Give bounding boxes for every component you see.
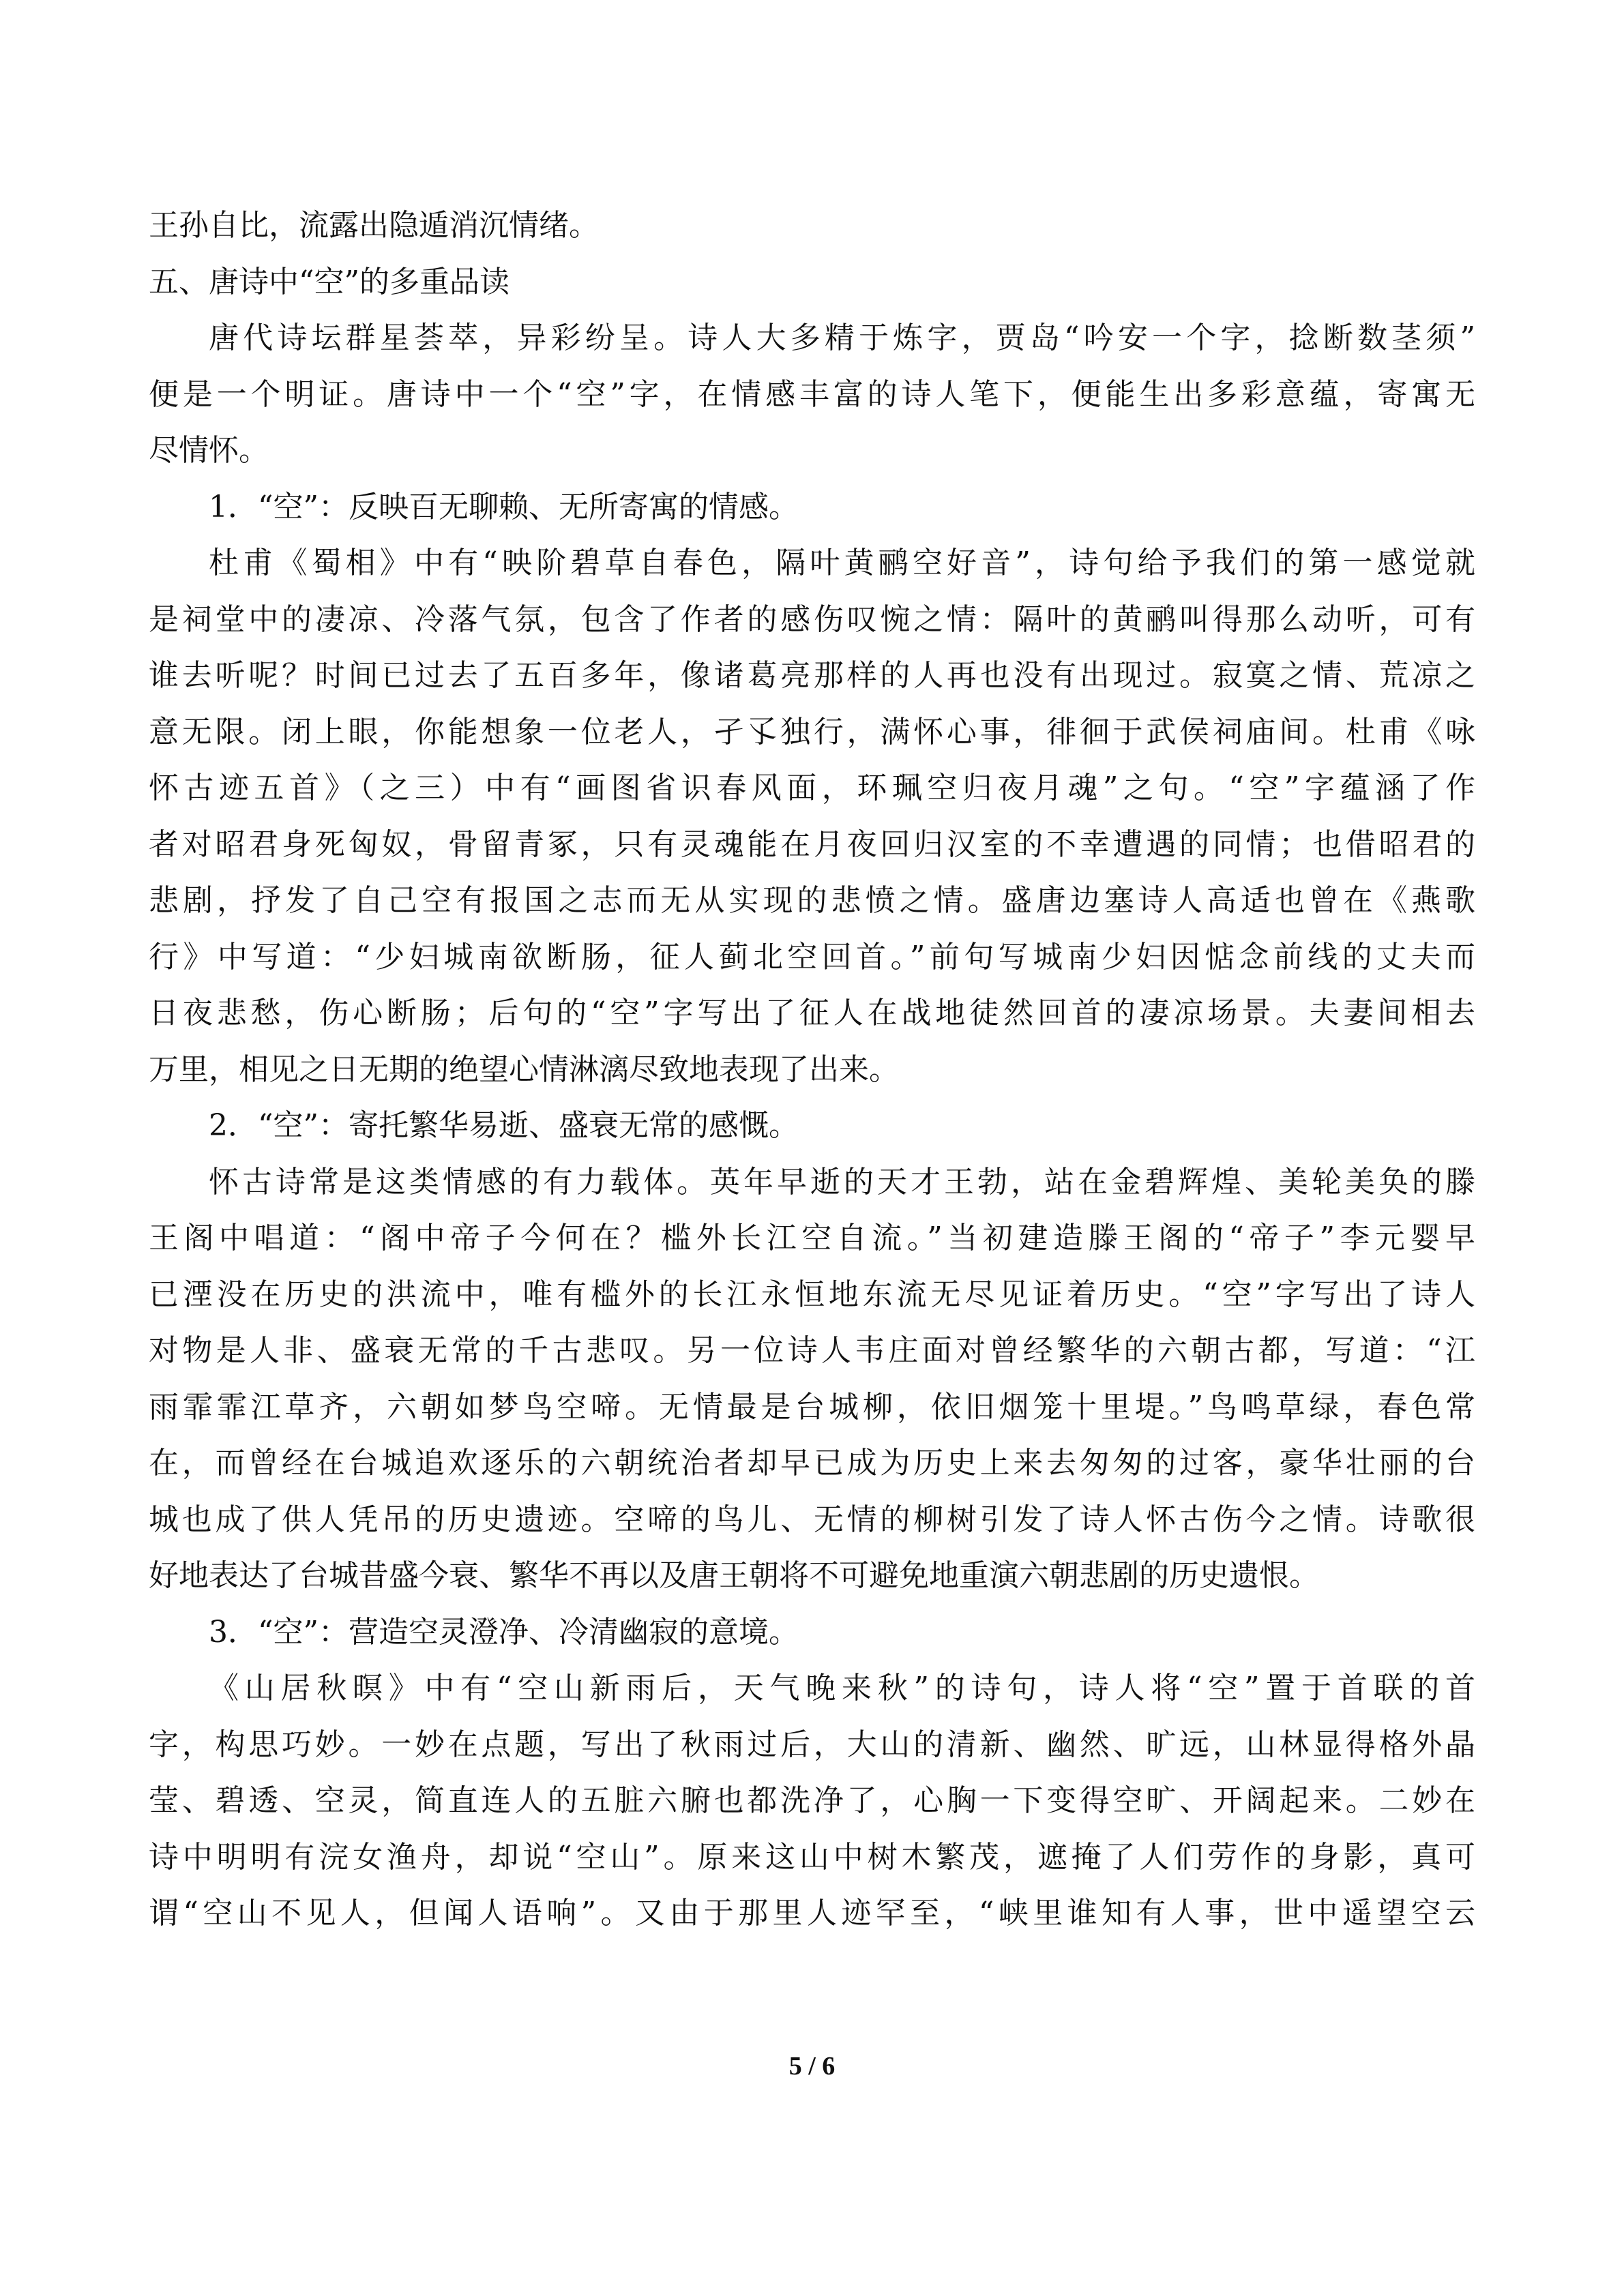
text-line: 已湮没在历史的洪流中，唯有槛外的长江永恒地东流无尽见证着历史。“空”字写出了诗人 [149, 1277, 1475, 1312]
text-line: 是祠堂中的凄凉、冷落气氛，包含了作者的感伤叹惋之情：隔叶的黄鹂叫得那么动听，可有 [149, 601, 1475, 637]
text-line: 杜甫《蜀相》中有“映阶碧草自春色，隔叶黄鹂空好音”，诗句给予我们的第一感觉就 [209, 546, 1475, 580]
text-line: 谓“空山不见人，但闻人语响”。又由于那里人迹罕至，“峡里谁知有人事，世中遥望空云 [149, 1896, 1475, 1930]
text-line: 怀古诗常是这类情感的有力载体。英年早逝的天才王勃，站在金碧辉煌、美轮美奂的滕 [209, 1164, 1475, 1199]
text-line: 五、唐诗中“空”的多重品读 [149, 264, 510, 299]
text-line: 唐代诗坛群星荟萃，异彩纷呈。诗人大多精于炼字，贾岛“吟安一个字，捻断数茎须” [209, 320, 1475, 355]
text-line: 诗中明明有浣女渔舟，却说“空山”。原来这山中树木繁茂，遮掩了人们劳作的身影，真可 [149, 1839, 1475, 1875]
text-line: 莹、碧透、空灵，简直连人的五脏六腑也都洗净了，心胸一下变得空旷、开阔起来。二妙在 [149, 1783, 1475, 1818]
text-line: 者对昭君身死匈奴，骨留青冢，只有灵魂能在月夜回归汉室的不幸遭遇的同情；也借昭君的 [149, 826, 1475, 862]
text-line: 好地表达了台城昔盛今衰、繁华不再以及唐王朝将不可避免地重演六朝悲剧的历史遗恨。 [149, 1558, 1319, 1593]
text-line: 对物是人非、盛衰无常的千古悲叹。另一位诗人韦庄面对曾经繁华的六朝古都，写道：“江 [149, 1333, 1475, 1368]
text-line: 2．“空”：寄托繁华易逝、盛衰无常的感慨。 [209, 1108, 799, 1143]
text-line: 雨霏霏江草齐，六朝如梦鸟空啼。无情最是台城柳，依旧烟笼十里堤。”鸟鸣草绿，春色常 [149, 1389, 1475, 1425]
page-number: 5 / 6 [788, 2052, 836, 2081]
text-line: 1．“空”：反映百无聊赖、无所寄寓的情感。 [209, 489, 799, 524]
text-line: 尽情怀。 [149, 433, 269, 468]
text-line: 3．“空”：营造空灵澄净、冷清幽寂的意境。 [209, 1614, 799, 1650]
text-line: 悲剧，抒发了自己空有报国之志而无从实现的悲愤之情。盛唐边塞诗人高适也曾在《燕歌 [149, 883, 1475, 918]
text-line: 日夜悲愁，伤心断肠；后句的“空”字写出了征人在战地徒然回首的凄凉场景。夫妻间相去 [149, 996, 1475, 1030]
text-line: 王阁中唱道：“阁中帝子今何在？槛外长江空自流。”当初建造滕王阁的“帝子”李元婴早 [149, 1221, 1475, 1255]
text-line: 意无限。闭上眼，你能想象一位老人，孑孓独行，满怀心事，徘徊于武侯祠庙间。杜甫《咏 [149, 714, 1475, 749]
text-line: 在，而曾经在台城追欢逐乐的六朝统治者却早已成为历史上来去匆匆的过客，豪华壮丽的台 [149, 1446, 1475, 1480]
text-line: 《山居秋暝》中有“空山新雨后，天气晚来秋”的诗句，诗人将“空”置于首联的首 [209, 1671, 1475, 1705]
text-line: 城也成了供人凭吊的历史遗迹。空啼的鸟儿、无情的柳树引发了诗人怀古伤今之情。诗歌很 [149, 1502, 1475, 1537]
text-line: 行》中写道：“少妇城南欲断肠，征人蓟北空回首。”前句写城南少妇因惦念前线的丈夫而 [149, 939, 1475, 974]
document-body [149, 198, 1475, 1942]
text-line: 便是一个明证。唐诗中一个“空”字，在情感丰富的诗人笔下，便能生出多彩意蕴，寄寓无 [149, 376, 1475, 412]
text-line: 怀古迹五首》（之三）中有“画图省识春风面，环珮空归夜月魂”之句。“空”字蕴涵了作 [149, 771, 1475, 805]
text-line: 谁去听呢？时间已过去了五百多年，像诸葛亮那样的人再也没有出现过。寂寞之情、荒凉之 [149, 658, 1475, 693]
text-line: 王孙自比，流露出隐遁消沉情绪。 [149, 208, 599, 243]
text-line: 字，构思巧妙。一妙在点题，写出了秋雨过后，大山的清新、幽然、旷远，山林显得格外晶 [149, 1727, 1475, 1762]
text-line: 万里，相见之日无期的绝望心情淋漓尽致地表现了出来。 [149, 1052, 899, 1087]
